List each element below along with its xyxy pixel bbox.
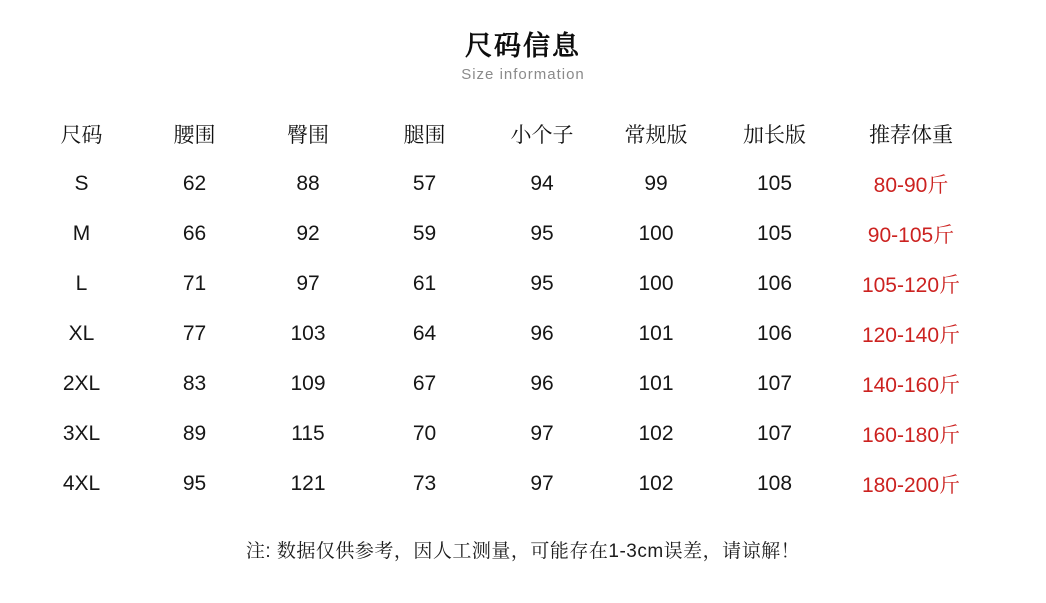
cell-waist: 83 (182, 372, 207, 396)
cell-leg: 57 (412, 172, 437, 196)
table-row (25, 159, 985, 209)
table-row (25, 259, 985, 309)
header-waist: 腰围 (173, 124, 216, 148)
table-row (25, 459, 985, 509)
cell-petite: 95 (530, 222, 554, 246)
cell-regular: 102 (638, 472, 674, 496)
header-recommended-weight: 推荐体重 (869, 124, 953, 148)
cell-extended: 106 (756, 322, 793, 346)
cell-hip: 92 (296, 222, 320, 246)
cell-weight: 160-180斤 (861, 424, 961, 448)
cell-waist: 77 (182, 322, 207, 346)
cell-extended: 106 (756, 272, 793, 296)
cell-size: M (72, 222, 91, 246)
header-extended: 加长版 (743, 124, 806, 148)
cell-leg: 61 (412, 272, 437, 296)
header-hip: 臀围 (287, 124, 329, 148)
table-row (25, 309, 985, 359)
cell-waist: 66 (182, 222, 207, 246)
cell-size: XL (68, 322, 95, 346)
cell-hip: 103 (290, 322, 326, 346)
page-subtitle: Size information (461, 66, 585, 84)
cell-petite: 97 (530, 472, 554, 496)
cell-regular: 101 (638, 372, 674, 396)
cell-petite: 96 (530, 322, 554, 346)
cell-size: 2XL (62, 372, 101, 396)
cell-leg: 67 (412, 372, 437, 396)
page-title: 尺码信息 (465, 31, 581, 61)
cell-regular: 100 (638, 272, 674, 296)
cell-leg: 70 (412, 422, 437, 446)
cell-hip: 115 (291, 422, 325, 446)
cell-weight: 120-140斤 (861, 324, 961, 348)
cell-petite: 96 (530, 372, 554, 396)
cell-regular: 101 (638, 322, 674, 346)
cell-extended: 105 (756, 222, 793, 246)
cell-waist: 95 (182, 472, 207, 496)
cell-weight: 80-90斤 (873, 174, 949, 198)
cell-hip: 109 (290, 372, 326, 396)
cell-extended: 108 (756, 472, 793, 496)
cell-petite: 97 (530, 422, 554, 446)
cell-waist: 62 (182, 172, 207, 196)
cell-size: L (75, 272, 88, 296)
cell-size: 4XL (62, 472, 101, 496)
cell-weight: 180-200斤 (861, 474, 961, 498)
header-leg: 腿围 (403, 124, 446, 148)
table-row (25, 359, 985, 409)
cell-petite: 95 (530, 272, 554, 296)
cell-weight: 90-105斤 (867, 224, 955, 248)
cell-leg: 73 (412, 472, 437, 496)
header-petite: 小个子 (510, 124, 574, 148)
cell-petite: 94 (530, 172, 554, 196)
measurement-note: 注: 数据仅供参考，因人工测量，可能存在1-3cm误差，请谅解！ (245, 541, 801, 562)
cell-extended: 105 (756, 172, 793, 196)
header-regular: 常规版 (624, 124, 688, 148)
cell-extended: 107 (756, 372, 793, 396)
cell-regular: 99 (644, 172, 668, 196)
cell-regular: 102 (638, 422, 674, 446)
cell-weight: 105-120斤 (861, 274, 961, 298)
cell-size: S (74, 172, 89, 196)
size-table (25, 109, 985, 509)
table-row (25, 209, 985, 259)
cell-hip: 97 (296, 272, 320, 296)
title-block (0, 0, 1046, 83)
cell-regular: 100 (638, 222, 674, 246)
cell-extended: 107 (756, 422, 793, 446)
cell-weight: 140-160斤 (861, 374, 961, 398)
cell-leg: 59 (412, 222, 437, 246)
cell-waist: 71 (182, 272, 207, 296)
cell-waist: 89 (182, 422, 207, 446)
cell-size: 3XL (62, 422, 101, 446)
table-row (25, 409, 985, 459)
cell-leg: 64 (412, 322, 437, 346)
table-header-row (25, 109, 985, 159)
header-size: 尺码 (60, 124, 103, 148)
cell-hip: 88 (296, 172, 320, 196)
cell-hip: 121 (290, 472, 326, 496)
